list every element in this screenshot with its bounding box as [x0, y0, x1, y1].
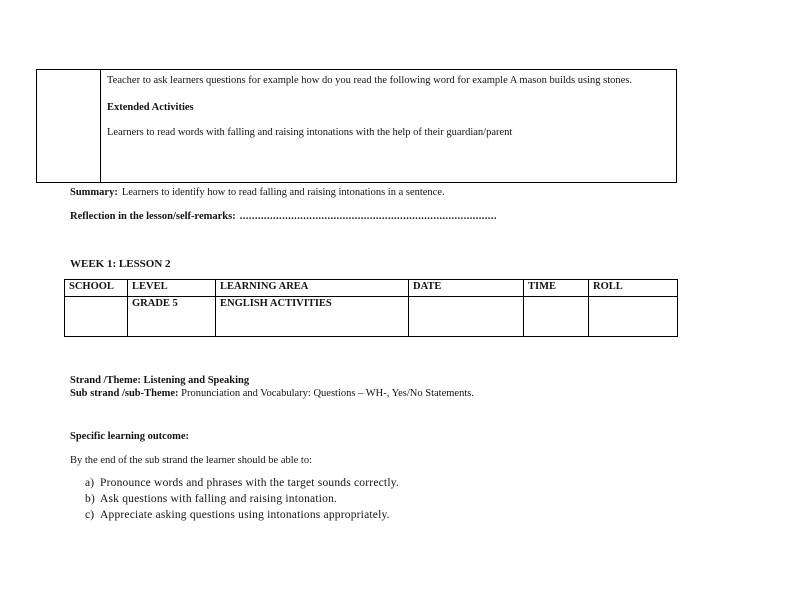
summary-line: [70, 186, 445, 199]
cell-date: [409, 297, 524, 337]
reflection-label: Reflection in the lesson/self-remarks:: [70, 211, 236, 222]
outcome-item-a: [70, 477, 399, 490]
cell-roll: [589, 297, 678, 337]
week-lesson-heading: WEEK 1: LESSON 2: [70, 258, 171, 270]
sub-strand-label: Sub strand /sub-Theme:: [70, 388, 179, 399]
activities-table: [36, 69, 677, 183]
summary-label: Summary:: [70, 187, 118, 198]
strand-line: [70, 374, 474, 387]
col-header-roll: ROLL: [589, 280, 678, 297]
cell-time: [524, 297, 589, 337]
strand-block: [70, 374, 474, 400]
extended-activities-heading: Extended Activities: [107, 102, 194, 113]
activities-table-right-cell: [101, 70, 676, 182]
cell-level: GRADE 5: [128, 297, 216, 337]
activities-table-left-cell: [37, 70, 101, 182]
outcome-item-a-text: Pronounce words and phrases with the target sounds correctly.: [100, 477, 399, 489]
outcome-item-c-text: Appreciate asking questions using intonations appropriately.: [100, 509, 390, 521]
cell-school: [65, 297, 128, 337]
outcome-item-c-marker: c): [85, 509, 95, 521]
outcome-item-a-marker: a): [85, 477, 95, 489]
sub-strand-value: Pronunciation and Vocabulary: Questions – WH-, Yes/No Statements.: [181, 388, 474, 399]
col-header-school: SCHOOL: [65, 280, 128, 297]
lesson-info-table: [64, 279, 678, 337]
col-header-time: TIME: [524, 280, 589, 297]
sub-strand-line: [70, 387, 474, 400]
extended-activities-paragraph: Learners to read words with falling and raising intonations with the help of their guardian/parent: [107, 127, 513, 138]
col-header-learning-area: LEARNING AREA: [216, 280, 409, 297]
outcome-item-b: [70, 493, 399, 506]
outcome-intro: By the end of the sub strand the learner should be able to:: [70, 455, 313, 466]
outcome-item-b-text: Ask questions with falling and raising intonation.: [100, 493, 338, 505]
info-table-header-row: [65, 280, 678, 297]
strand-value: Listening and Speaking: [143, 375, 250, 386]
col-header-date: DATE: [409, 280, 524, 297]
outcome-item-b-marker: b): [85, 493, 95, 505]
outcome-item-c: [70, 509, 399, 522]
summary-text: Learners to identify how to read falling and raising intonations in a sentence.: [121, 187, 445, 198]
outcome-heading: Specific learning outcome:: [70, 431, 189, 442]
cell-learning-area: ENGLISH ACTIVITIES: [216, 297, 409, 337]
info-table-data-row: [65, 297, 678, 337]
reflection-dots: .....................................................................................: [239, 211, 497, 222]
teacher-question-paragraph: Teacher to ask learners questions for example how do you read the following word for example A mason builds using stones.: [107, 75, 633, 86]
strand-label: Strand /Theme:: [70, 375, 141, 386]
outcome-list: [70, 477, 399, 525]
col-header-level: LEVEL: [128, 280, 216, 297]
reflection-line: [70, 210, 497, 223]
